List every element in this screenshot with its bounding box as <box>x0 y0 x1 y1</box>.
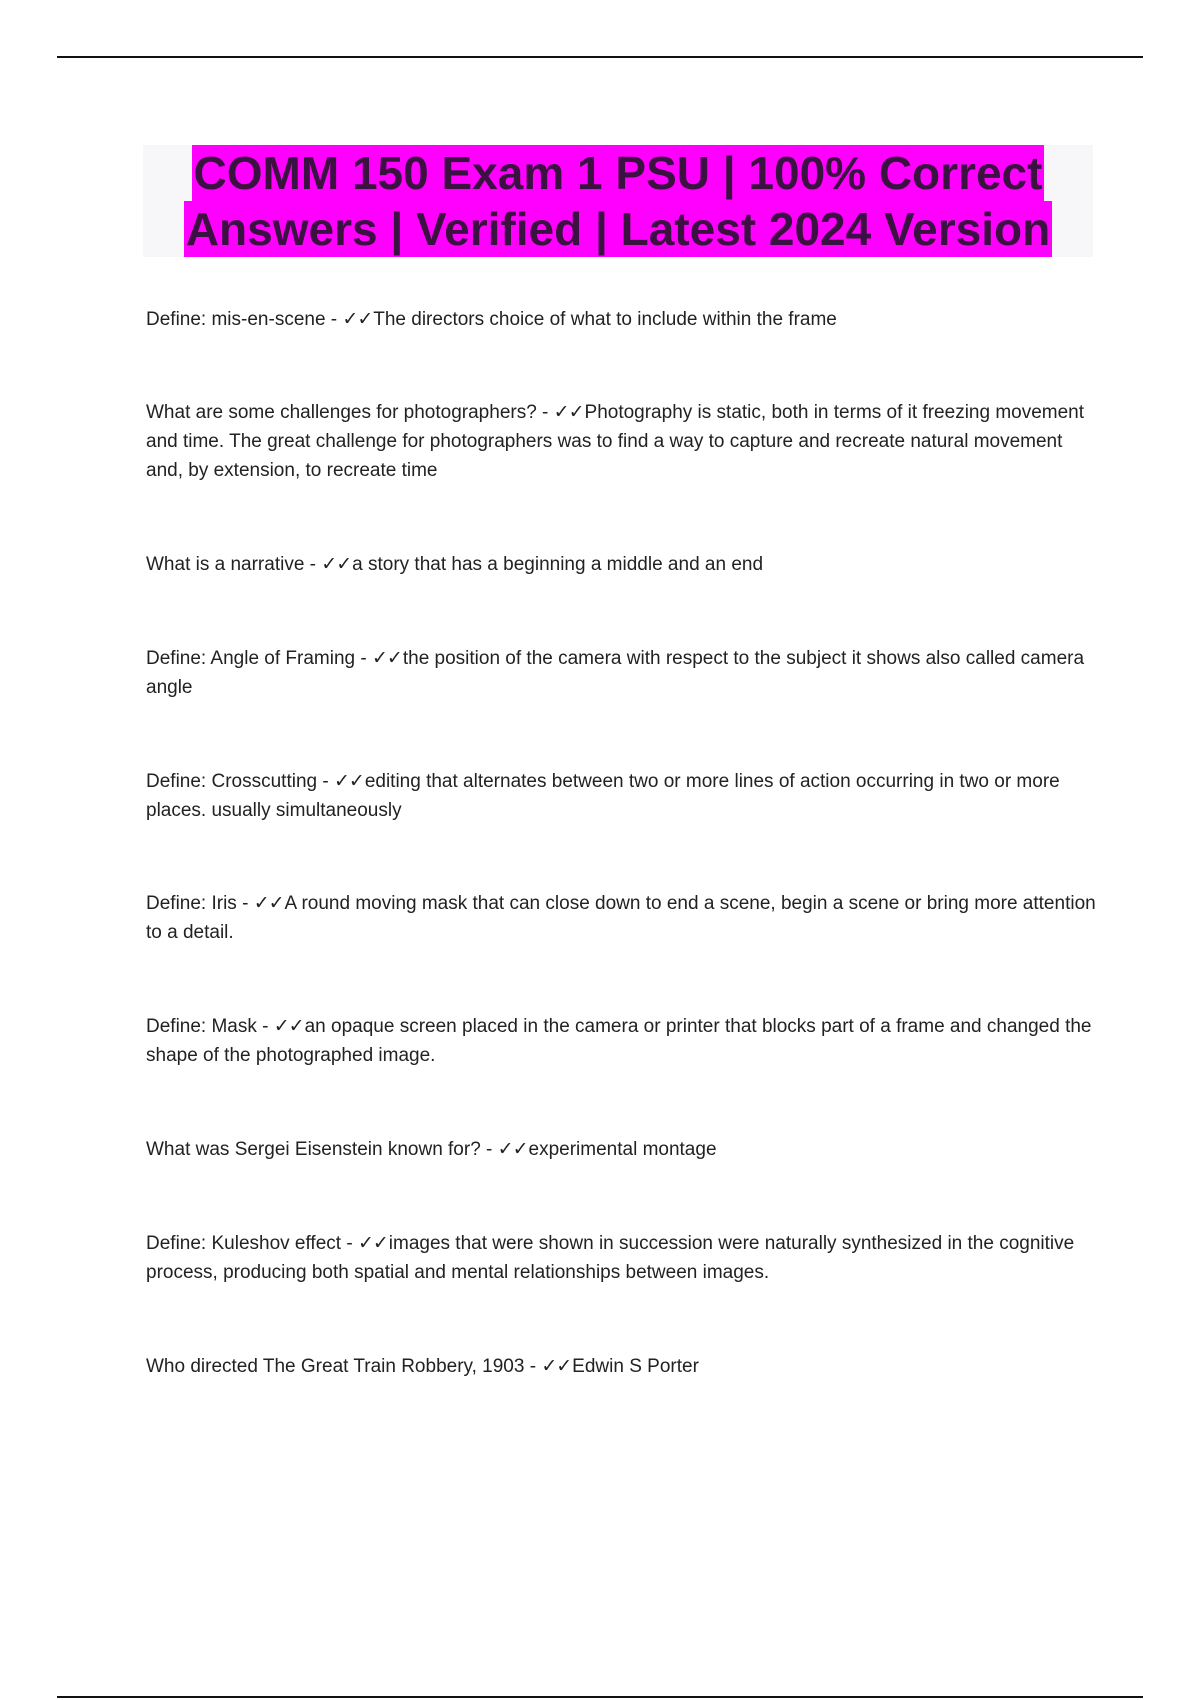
answer-text: experimental montage <box>528 1139 717 1160</box>
qa-item <box>146 1229 1096 1287</box>
answer-text: an opaque screen placed in the camera or printer that blocks part of a frame and changed the shape of the photographed image. <box>146 1016 1092 1066</box>
qa-item <box>146 644 1096 702</box>
answer-text: A round moving mask that can close down to end a scene, begin a scene or bring more attention to a detail. <box>146 893 1096 943</box>
question-text: What is a narrative - <box>146 554 322 575</box>
answer-text: images that were shown in succession were naturally synthesized in the cognitive process, producing both spatial and mental relationships between images. <box>146 1233 1075 1283</box>
qa-item <box>146 767 1096 825</box>
bottom-rule <box>57 1696 1143 1698</box>
question-text: Define: Kuleshov effect - <box>146 1233 358 1254</box>
title-line-1: COMM 150 Exam 1 PSU | 100% Correct <box>193 147 1043 199</box>
question-text: Define: Mask - <box>146 1016 274 1037</box>
qa-item <box>146 398 1096 485</box>
answer-text: a story that has a beginning a middle and an end <box>352 554 764 575</box>
answer-text: Edwin S Porter <box>572 1356 699 1377</box>
qa-item <box>146 1135 1096 1164</box>
title-banner <box>143 145 1093 257</box>
question-text: Define: Crosscutting - <box>146 771 334 792</box>
question-text: Define: mis-en-scene - <box>146 309 343 330</box>
double-check-icon: ✓✓ <box>273 1016 304 1037</box>
double-check-icon: ✓✓ <box>357 1233 388 1254</box>
question-text: Define: Angle of Framing - <box>146 648 372 669</box>
answer-text: Photography is static, both in terms of it freezing movement and time. The great challenge for photographers was to find a way to capture and recreate natural movement and, by extension, to recreate time <box>146 402 1085 481</box>
question-text: Who directed The Great Train Robbery, 1903 - <box>146 1356 542 1377</box>
double-check-icon: ✓✓ <box>342 309 373 330</box>
qa-item <box>146 1352 1096 1381</box>
top-rule <box>57 56 1143 58</box>
double-check-icon: ✓✓ <box>253 893 284 914</box>
double-check-icon: ✓✓ <box>372 648 402 669</box>
double-check-icon: ✓✓ <box>553 402 584 423</box>
question-text: What are some challenges for photographers? - <box>146 402 554 423</box>
double-check-icon: ✓✓ <box>333 771 364 792</box>
answer-text: editing that alternates between two or more lines of action occurring in two or more places. usually simultaneously <box>146 771 1060 821</box>
qa-item <box>146 1012 1096 1070</box>
qa-item <box>146 550 1096 579</box>
double-check-icon: ✓✓ <box>321 554 352 575</box>
title-line-2: Answers | Verified | Latest 2024 Version <box>185 203 1051 255</box>
double-check-icon: ✓✓ <box>497 1139 528 1160</box>
answer-text: the position of the camera with respect to the subject it shows also called camera angle <box>146 648 1085 698</box>
question-text: Define: Iris - <box>146 893 254 914</box>
qa-item <box>146 889 1096 947</box>
question-text: What was Sergei Eisenstein known for? - <box>146 1139 498 1160</box>
double-check-icon: ✓✓ <box>541 1356 572 1377</box>
answer-text: The directors choice of what to include within the frame <box>373 309 837 330</box>
qa-item <box>146 305 1096 334</box>
